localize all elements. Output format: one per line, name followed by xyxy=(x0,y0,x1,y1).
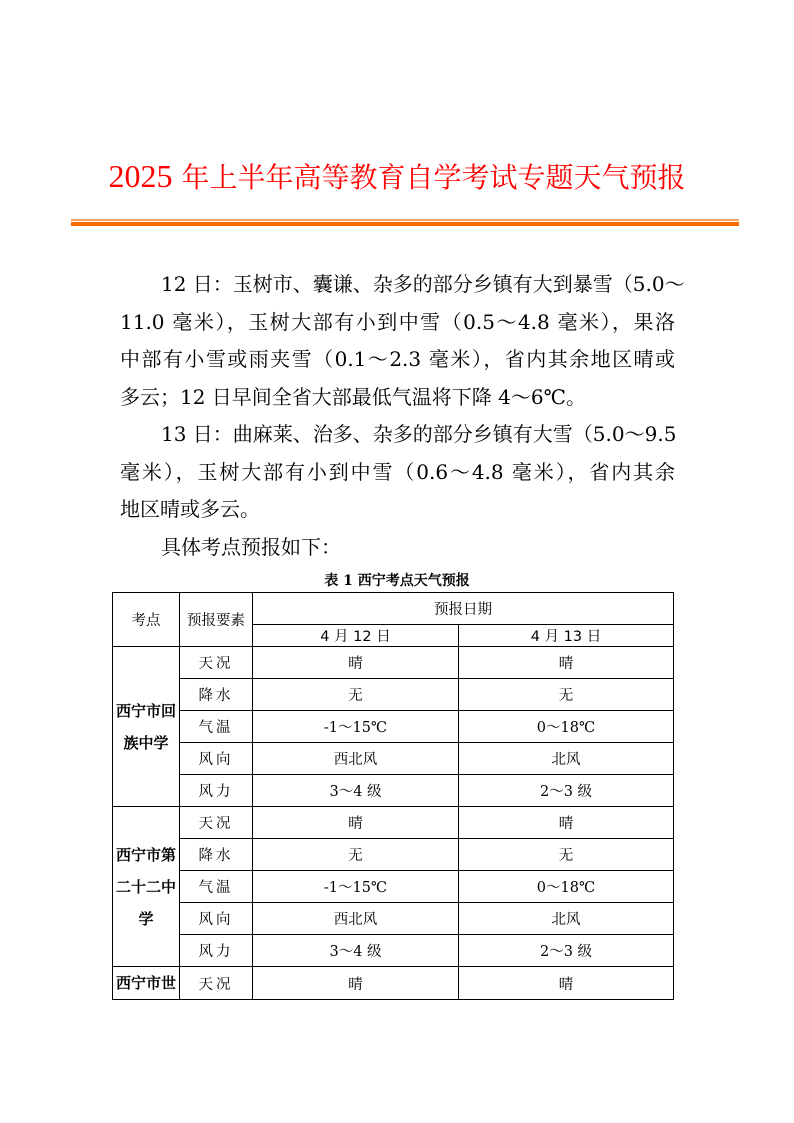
site-cell: 西宁市回族中学 xyxy=(113,647,180,807)
element-cell: 风力 xyxy=(180,775,253,807)
table-row xyxy=(113,647,674,679)
value-cell: 无 xyxy=(459,839,674,871)
text-line: 11.0 毫米），玉树大部有小到中雪（0.5～4.8 毫米），果洛 xyxy=(120,309,675,334)
paragraph-day-12 xyxy=(120,266,685,416)
table-row xyxy=(113,935,674,967)
value-cell: 北风 xyxy=(459,743,674,775)
table-row xyxy=(113,743,674,775)
site-cell: 西宁市世 xyxy=(113,967,180,1000)
value-cell: 晴 xyxy=(459,807,674,839)
header-date-2: 4 月 13 日 xyxy=(459,625,674,647)
value-cell: 晴 xyxy=(253,647,459,679)
document-title xyxy=(0,154,794,200)
title-text: 年上半年高等教育自学考试专题天气预报 xyxy=(181,161,686,194)
value-cell: 3～4 级 xyxy=(253,775,459,807)
text-line: 具体考点预报如下： xyxy=(161,534,341,559)
table-row xyxy=(113,903,674,935)
table-row xyxy=(113,967,674,1000)
table-row xyxy=(113,679,674,711)
text-line: 多云；12 日早间全省大部最低气温将下降 4～6℃。 xyxy=(120,384,586,409)
value-cell: -1～15℃ xyxy=(253,871,459,903)
element-cell: 风向 xyxy=(180,903,253,935)
value-cell: -1～15℃ xyxy=(253,711,459,743)
value-cell: 3～4 级 xyxy=(253,935,459,967)
header-date-group: 预报日期 xyxy=(253,593,674,625)
text-line: 地区晴或多云。 xyxy=(120,497,260,521)
table-row xyxy=(113,807,674,839)
element-cell: 气温 xyxy=(180,871,253,903)
title-year: 2025 xyxy=(108,158,173,194)
element-cell: 天况 xyxy=(180,647,253,679)
title-divider-thin xyxy=(71,219,739,221)
value-cell: 晴 xyxy=(253,807,459,839)
value-cell: 西北风 xyxy=(253,743,459,775)
value-cell: 2～3 级 xyxy=(459,775,674,807)
value-cell: 西北风 xyxy=(253,903,459,935)
table-row xyxy=(113,839,674,871)
value-cell: 无 xyxy=(459,679,674,711)
element-cell: 风向 xyxy=(180,743,253,775)
value-cell: 0～18℃ xyxy=(459,711,674,743)
value-cell: 2～3 级 xyxy=(459,935,674,967)
forecast-table xyxy=(112,592,674,1000)
value-cell: 北风 xyxy=(459,903,674,935)
table-row xyxy=(113,711,674,743)
value-cell: 0～18℃ xyxy=(459,871,674,903)
paragraph-intro xyxy=(120,529,675,567)
text-line: 中部有小雪或雨夹雪（0.1～2.3 毫米），省内其余地区晴或 xyxy=(120,347,675,371)
site-cell: 西宁市第二十二中学 xyxy=(113,807,180,967)
paragraph-day-13 xyxy=(120,416,675,529)
text-line: 13 日：曲麻莱、治多、杂多的部分乡镇有大雪（5.0～9.5 xyxy=(161,422,677,446)
table-row xyxy=(113,871,674,903)
element-cell: 天况 xyxy=(180,967,253,1000)
text-line: 12 日：玉树市、囊谦、杂多的部分乡镇有大到暴雪（5.0～ xyxy=(161,272,685,296)
value-cell: 晴 xyxy=(253,967,459,1000)
table-row xyxy=(113,775,674,807)
header-date-1: 4 月 12 日 xyxy=(253,625,459,647)
value-cell: 无 xyxy=(253,839,459,871)
table-caption: 表 1 西宁考点天气预报 xyxy=(324,573,470,589)
title-divider-thick xyxy=(71,222,739,226)
text-line: 毫米），玉树大部有小到中雪（0.6～4.8 毫米），省内其余 xyxy=(120,459,675,484)
element-cell: 气温 xyxy=(180,711,253,743)
element-cell: 天况 xyxy=(180,807,253,839)
value-cell: 晴 xyxy=(459,967,674,1000)
value-cell: 晴 xyxy=(459,647,674,679)
forecast-text xyxy=(120,266,685,566)
header-element: 预报要素 xyxy=(180,593,253,647)
header-site: 考点 xyxy=(113,593,180,647)
value-cell: 无 xyxy=(253,679,459,711)
element-cell: 降水 xyxy=(180,839,253,871)
element-cell: 降水 xyxy=(180,679,253,711)
element-cell: 风力 xyxy=(180,935,253,967)
